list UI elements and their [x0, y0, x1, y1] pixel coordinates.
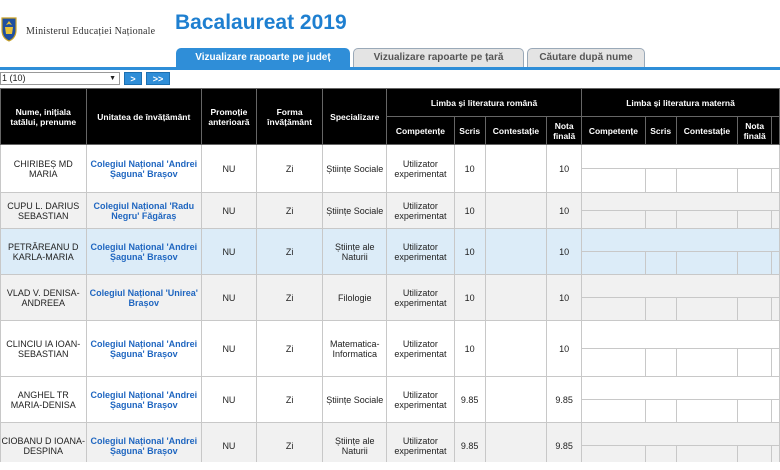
table-row[interactable]	[1, 377, 780, 400]
cell-mat-nota	[738, 211, 772, 229]
cell-ro-nota: 9.85	[547, 377, 582, 423]
col-header-ro-competente: Competențe	[387, 117, 455, 145]
cell-ro-nota: 10	[547, 321, 582, 377]
table-row[interactable]	[1, 423, 780, 446]
cell-form: Zi	[256, 193, 323, 229]
chevron-down-icon: ▼	[109, 75, 116, 82]
cell-ro-nota: 10	[547, 193, 582, 229]
cell-mat-overflow	[772, 169, 780, 193]
cell-mat-overflow	[772, 298, 780, 321]
tab-underline	[0, 67, 780, 70]
cell-ro-contestatie	[485, 145, 547, 193]
cell-ro-competente: Utilizator experimentat	[387, 193, 455, 229]
cell-mat-nota	[738, 400, 772, 423]
cell-mat-contestatie	[676, 349, 738, 377]
cell-ro-contestatie	[485, 229, 547, 275]
cell-mat-top	[582, 229, 780, 252]
tab-country-reports[interactable]: Vizualizare rapoarte pe țară	[353, 48, 524, 68]
col-header-name: Nume, inițiala tatălui, prenume	[1, 89, 87, 145]
cell-ro-nota: 10	[547, 275, 582, 321]
cell-school-link[interactable]: Colegiul Național 'Unirea' Brașov	[86, 275, 202, 321]
cell-ro-scris: 10	[454, 145, 485, 193]
cell-ro-scris: 10	[454, 321, 485, 377]
cell-ro-competente: Utilizator experimentat	[387, 321, 455, 377]
cell-school-link[interactable]: Colegiul Național 'Radu Negru' Făgăraș	[86, 193, 202, 229]
cell-ro-competente: Utilizator experimentat	[387, 275, 455, 321]
col-header-mat-nota: Nota finală	[738, 117, 772, 145]
next-page-button[interactable]: >	[124, 72, 142, 85]
cell-school-link[interactable]: Colegiul Național 'Andrei Șaguna' Brașov	[86, 321, 202, 377]
cell-form: Zi	[256, 423, 323, 469]
cell-mat-top	[582, 321, 780, 349]
col-header-ro-nota: Nota finală	[547, 117, 582, 145]
cell-mat-contestatie	[676, 298, 738, 321]
cell-spec: Filologie	[323, 275, 387, 321]
cell-mat-competente	[582, 349, 646, 377]
cell-promo: NU	[202, 275, 257, 321]
tab-bar	[0, 48, 780, 68]
last-page-button[interactable]: >>	[146, 72, 170, 85]
cell-mat-top	[582, 377, 780, 400]
cell-ro-contestatie	[485, 193, 547, 229]
col-header-mat-contestatie: Contestație	[676, 117, 738, 145]
cell-mat-top	[582, 193, 780, 211]
col-header-mat-scris: Scris	[645, 117, 676, 145]
cell-mat-contestatie	[676, 211, 738, 229]
cell-ro-scris: 9.85	[454, 377, 485, 423]
cell-school-link[interactable]: Colegiul Național 'Andrei Șaguna' Brașov	[86, 377, 202, 423]
col-header-overflow	[772, 117, 780, 145]
cell-mat-nota	[738, 169, 772, 193]
cell-mat-scris	[645, 211, 676, 229]
col-header-promo: Promoție anterioară	[202, 89, 257, 145]
cell-form: Zi	[256, 321, 323, 377]
cell-mat-competente	[582, 252, 646, 275]
cell-mat-nota	[738, 298, 772, 321]
table-row[interactable]	[1, 145, 780, 169]
ministry-name: Ministerul Educației Naționale	[26, 26, 156, 37]
cell-promo: NU	[202, 193, 257, 229]
table-row[interactable]	[1, 321, 780, 349]
col-header-ro-contestatie: Contestație	[485, 117, 547, 145]
cell-promo: NU	[202, 145, 257, 193]
cell-mat-contestatie	[676, 252, 738, 275]
page-select-value: 1 (10)	[2, 73, 26, 83]
cell-mat-overflow	[772, 252, 780, 275]
cell-mat-top	[582, 145, 780, 169]
cell-mat-scris	[645, 349, 676, 377]
col-header-school: Unitatea de învățământ	[86, 89, 202, 145]
cell-spec: Științe Sociale	[323, 377, 387, 423]
cell-spec: Științe ale Naturii	[323, 423, 387, 469]
cell-mat-contestatie	[676, 400, 738, 423]
table-row[interactable]	[1, 275, 780, 298]
cell-ro-competente: Utilizator experimentat	[387, 377, 455, 423]
cell-ro-contestatie	[485, 275, 547, 321]
cell-mat-scris	[645, 169, 676, 193]
cell-name: CLINCIU IA IOAN-SEBASTIAN	[1, 321, 87, 377]
footer-strip	[0, 462, 780, 470]
col-header-mat-competente: Competențe	[582, 117, 646, 145]
cell-spec: Științe Sociale	[323, 193, 387, 229]
cell-ro-contestatie	[485, 377, 547, 423]
cell-ro-scris: 9.85	[454, 423, 485, 469]
cell-mat-competente	[582, 298, 646, 321]
col-group-maternal: Limba și literatura maternă	[582, 89, 780, 117]
cell-ro-contestatie	[485, 321, 547, 377]
cell-spec: Științe ale Naturii	[323, 229, 387, 275]
table-row[interactable]	[1, 229, 780, 252]
cell-spec: Științe Sociale	[323, 145, 387, 193]
col-group-romanian: Limba și literatura română	[387, 89, 582, 117]
cell-form: Zi	[256, 275, 323, 321]
cell-ro-competente: Utilizator experimentat	[387, 229, 455, 275]
cell-ro-competente: Utilizator experimentat	[387, 423, 455, 469]
tab-county-reports[interactable]: Vizualizare rapoarte pe județ	[176, 48, 350, 68]
cell-ro-nota: 9.85	[547, 423, 582, 469]
cell-name: ANGHEL TR MARIA-DENISA	[1, 377, 87, 423]
cell-ro-scris: 10	[454, 275, 485, 321]
page-select[interactable]	[0, 72, 120, 85]
cell-spec: Matematica-Informatica	[323, 321, 387, 377]
cell-mat-competente	[582, 211, 646, 229]
cell-school-link[interactable]: Colegiul Național 'Andrei Șaguna' Brașov	[86, 229, 202, 275]
cell-school-link[interactable]: Colegiul Național 'Andrei Șaguna' Brașov	[86, 145, 202, 193]
ministry-crest-icon	[0, 14, 18, 42]
cell-school-link[interactable]: Colegiul Național 'Andrei Șaguna' Brașov	[86, 423, 202, 469]
cell-mat-overflow	[772, 211, 780, 229]
cell-name: CHIRIBEȘ MD MARIA	[1, 145, 87, 193]
cell-ro-nota: 10	[547, 145, 582, 193]
results-table	[0, 88, 780, 469]
cell-mat-competente	[582, 169, 646, 193]
cell-promo: NU	[202, 423, 257, 469]
cell-mat-top	[582, 275, 780, 298]
cell-name: CIOBANU D IOANA-DESPINA	[1, 423, 87, 469]
col-header-form: Forma învățământ	[256, 89, 323, 145]
cell-ro-scris: 10	[454, 193, 485, 229]
cell-form: Zi	[256, 377, 323, 423]
cell-mat-nota	[738, 349, 772, 377]
cell-mat-scris	[645, 252, 676, 275]
col-header-spec: Specializare	[323, 89, 387, 145]
cell-name: PETRĂREANU D KARLA-MARIA	[1, 229, 87, 275]
page-header	[0, 0, 780, 48]
cell-mat-top	[582, 423, 780, 446]
cell-promo: NU	[202, 321, 257, 377]
cell-mat-scris	[645, 298, 676, 321]
table-row[interactable]	[1, 193, 780, 211]
cell-form: Zi	[256, 229, 323, 275]
cell-promo: NU	[202, 377, 257, 423]
cell-ro-scris: 10	[454, 229, 485, 275]
cell-mat-overflow	[772, 400, 780, 423]
cell-mat-scris	[645, 400, 676, 423]
page-title: Bacalaureat 2019	[175, 11, 347, 34]
cell-name: CUPU L. DARIUS SEBASTIAN	[1, 193, 87, 229]
col-header-ro-scris: Scris	[454, 117, 485, 145]
cell-mat-competente	[582, 400, 646, 423]
cell-mat-nota	[738, 252, 772, 275]
tab-search-by-name[interactable]: Căutare după nume	[527, 48, 645, 68]
cell-ro-competente: Utilizator experimentat	[387, 145, 455, 193]
cell-mat-contestatie	[676, 169, 738, 193]
cell-form: Zi	[256, 145, 323, 193]
cell-mat-overflow	[772, 349, 780, 377]
cell-ro-nota: 10	[547, 229, 582, 275]
cell-promo: NU	[202, 229, 257, 275]
cell-name: VLAD V. DENISA-ANDREEA	[1, 275, 87, 321]
